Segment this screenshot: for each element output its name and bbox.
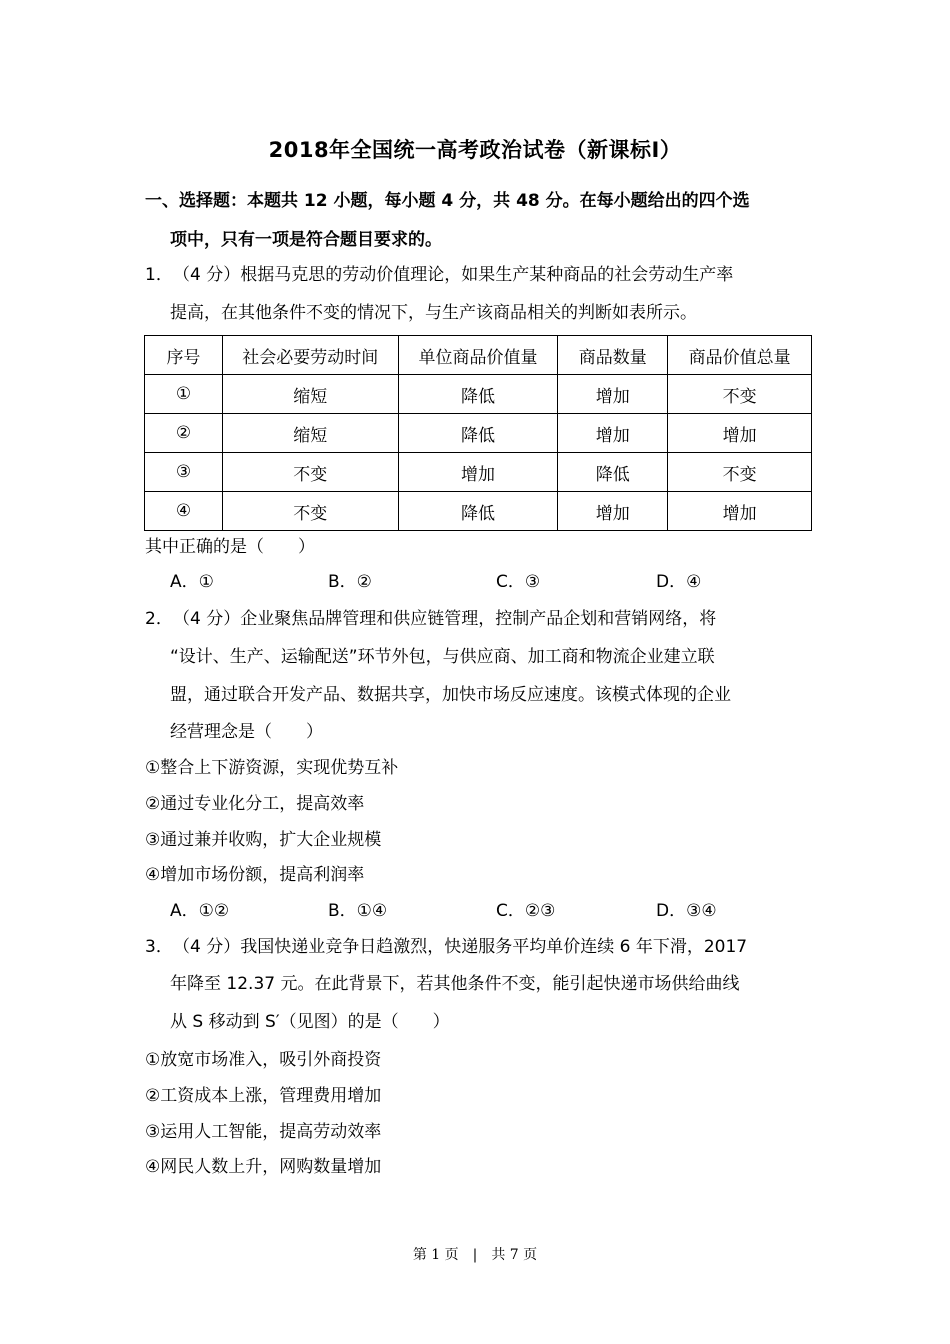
q1-option-b[interactable]: B．② bbox=[328, 572, 372, 592]
table-header-cell: 单位商品价值量 bbox=[398, 336, 558, 375]
q1-table bbox=[144, 335, 812, 531]
q1-options bbox=[170, 574, 701, 591]
table-header-row bbox=[145, 336, 812, 375]
q2-item-3: ③通过兼并收购，扩大企业规模 bbox=[145, 830, 382, 850]
q2-option-d[interactable]: D．③④ bbox=[656, 901, 717, 921]
table-header-cell: 序号 bbox=[145, 336, 223, 375]
table-cell: 增加 bbox=[668, 492, 812, 531]
q2-line2: “设计、生产、运输配送”环节外包，与供应商、加工商和物流企业建立联 bbox=[170, 647, 715, 667]
table-row bbox=[145, 375, 812, 414]
table-cell: ① bbox=[145, 375, 223, 414]
q2-option-b[interactable]: B．①④ bbox=[328, 901, 388, 921]
table-cell: 不变 bbox=[668, 453, 812, 492]
section-heading-line2: 项中，只有一项是符合题目要求的。 bbox=[170, 230, 442, 250]
table-row bbox=[145, 414, 812, 453]
table-cell: 缩短 bbox=[222, 375, 398, 414]
table-cell: ④ bbox=[145, 492, 223, 531]
q2-line1 bbox=[145, 611, 716, 628]
page-title: 2018年全国统一高考政治试卷（新课标Ⅰ） bbox=[268, 138, 682, 162]
q2-line4: 经营理念是（ ） bbox=[170, 722, 323, 742]
table-cell: 增加 bbox=[668, 414, 812, 453]
q1-option-a[interactable]: A．① bbox=[170, 572, 214, 592]
table-cell: 增加 bbox=[558, 375, 668, 414]
table-cell: 增加 bbox=[558, 492, 668, 531]
q3-item-3: ③运用人工智能，提高劳动效率 bbox=[145, 1122, 382, 1142]
q2-item-2: ②通过专业化分工，提高效率 bbox=[145, 794, 365, 814]
table-cell: 缩短 bbox=[222, 414, 398, 453]
table-cell: 降低 bbox=[558, 453, 668, 492]
q2-option-a[interactable]: A．①② bbox=[170, 901, 230, 921]
table-cell: 不变 bbox=[222, 453, 398, 492]
q3-item-1: ①放宽市场准入，吸引外商投资 bbox=[145, 1050, 382, 1070]
q2-text-1: （4 分）企业聚焦品牌管理和供应链管理，控制产品企划和营销网络，将 bbox=[173, 609, 717, 629]
q1-line1 bbox=[145, 267, 733, 284]
table-cell: 降低 bbox=[398, 414, 558, 453]
q1-option-c[interactable]: C．③ bbox=[496, 572, 541, 592]
table-cell: ③ bbox=[145, 453, 223, 492]
q3-number: 3． bbox=[145, 937, 173, 957]
table-cell: 不变 bbox=[668, 375, 812, 414]
q3-line3: 从 S 移动到 S′（见图）的是（ ） bbox=[170, 1012, 450, 1032]
table-header-cell: 商品数量 bbox=[558, 336, 668, 375]
table-cell: 增加 bbox=[558, 414, 668, 453]
q2-item-4: ④增加市场份额，提高利润率 bbox=[145, 865, 365, 885]
q1-option-d[interactable]: D．④ bbox=[656, 572, 702, 592]
q1-text-1: （4 分）根据马克思的劳动价值理论，如果生产某种商品的社会劳动生产率 bbox=[173, 265, 734, 285]
q2-number: 2． bbox=[145, 609, 173, 629]
q1-number: 1． bbox=[145, 265, 173, 285]
q2-option-c[interactable]: C．②③ bbox=[496, 901, 556, 921]
q3-line1 bbox=[145, 939, 747, 956]
q3-line2: 年降至 12.37 元。在此背景下，若其他条件不变，能引起快递市场供给曲线 bbox=[170, 974, 740, 994]
table-row bbox=[145, 453, 812, 492]
table-header-cell: 社会必要劳动时间 bbox=[222, 336, 398, 375]
q2-line3: 盟，通过联合开发产品、数据共享，加快市场反应速度。该模式体现的企业 bbox=[170, 685, 731, 705]
table-cell: ② bbox=[145, 414, 223, 453]
q3-text-1: （4 分）我国快递业竞争日趋激烈，快递服务平均单价连续 6 年下滑，2017 bbox=[173, 937, 748, 957]
table-cell: 降低 bbox=[398, 375, 558, 414]
q1-stem-end: 其中正确的是（ ） bbox=[145, 537, 315, 557]
section-heading-line1: 一、选择题：本题共 12 小题，每小题 4 分，共 48 分。在每小题给出的四个选 bbox=[145, 191, 750, 211]
q3-item-4: ④网民人数上升，网购数量增加 bbox=[145, 1157, 382, 1177]
q1-line2: 提高，在其他条件不变的情况下，与生产该商品相关的判断如表所示。 bbox=[170, 303, 697, 323]
table-cell: 增加 bbox=[398, 453, 558, 492]
table-cell: 降低 bbox=[398, 492, 558, 531]
table-cell: 不变 bbox=[222, 492, 398, 531]
q3-item-2: ②工资成本上涨，管理费用增加 bbox=[145, 1086, 382, 1106]
q2-item-1: ①整合上下游资源，实现优势互补 bbox=[145, 758, 399, 778]
table-header-cell: 商品价值总量 bbox=[668, 336, 812, 375]
page-footer: 第 1 页 | 共 7 页 bbox=[412, 1247, 538, 1263]
table-row bbox=[145, 492, 812, 531]
q2-options bbox=[170, 903, 717, 920]
